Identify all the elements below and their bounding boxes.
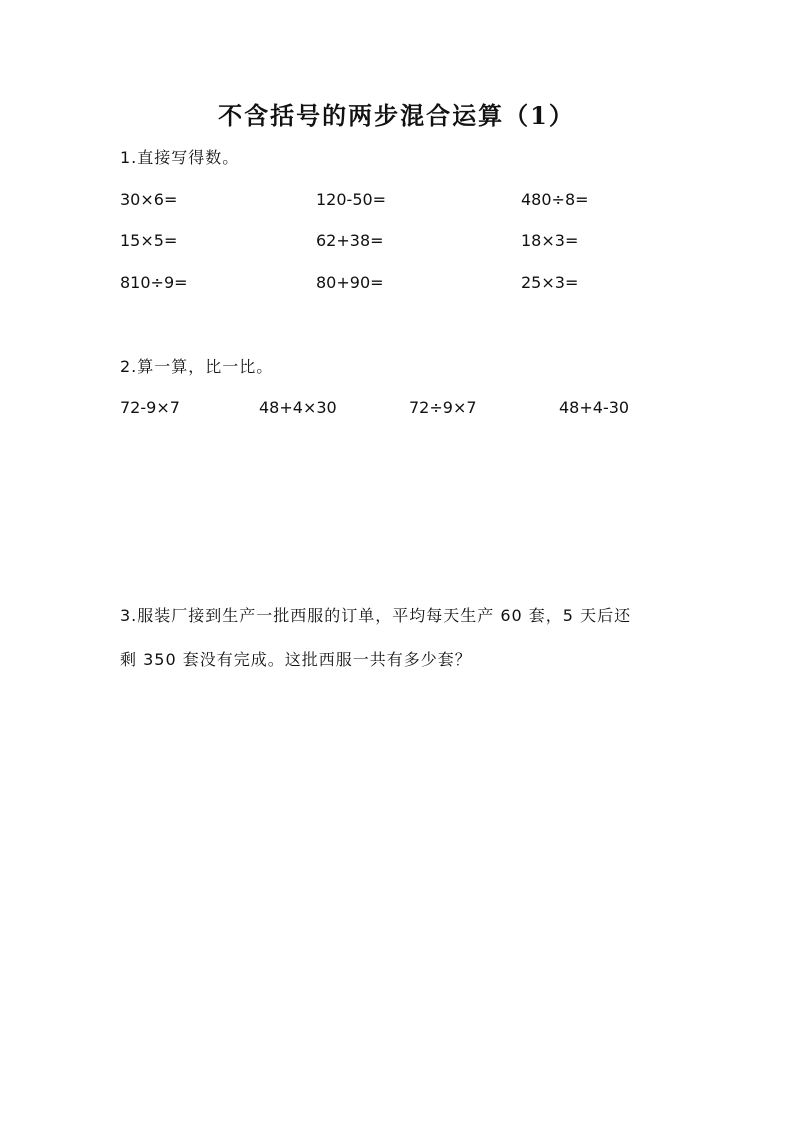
mental-math-item: 810÷9= <box>120 273 188 292</box>
mental-math-item: 480÷8= <box>521 190 589 209</box>
mental-math-item: 80+90= <box>316 273 384 292</box>
page-title: 不含括号的两步混合运算（1） <box>218 101 575 130</box>
compare-expression: 48+4×30 <box>259 398 337 417</box>
mental-math-item: 15×5= <box>120 231 178 250</box>
word-problem <box>120 604 700 684</box>
section-1-heading: 1.直接写得数。 <box>120 148 240 167</box>
word-problem-line: 3.服装厂接到生产一批西服的订单，平均每天生产 60 套，5 天后还 <box>120 606 632 625</box>
mental-math-item: 120-50= <box>316 190 387 209</box>
compare-expression: 48+4-30 <box>559 398 630 417</box>
compare-expression: 72-9×7 <box>120 398 180 417</box>
mental-math-item: 25×3= <box>521 273 579 292</box>
mental-math-item: 30×6= <box>120 190 178 209</box>
mental-math-item: 62+38= <box>316 231 384 250</box>
mental-math-item: 18×3= <box>521 231 579 250</box>
word-problem-line: 剩 350 套没有完成。这批西服一共有多少套？ <box>120 650 472 669</box>
section-2-heading: 2.算一算，比一比。 <box>120 357 274 376</box>
compare-expression: 72÷9×7 <box>409 398 477 417</box>
